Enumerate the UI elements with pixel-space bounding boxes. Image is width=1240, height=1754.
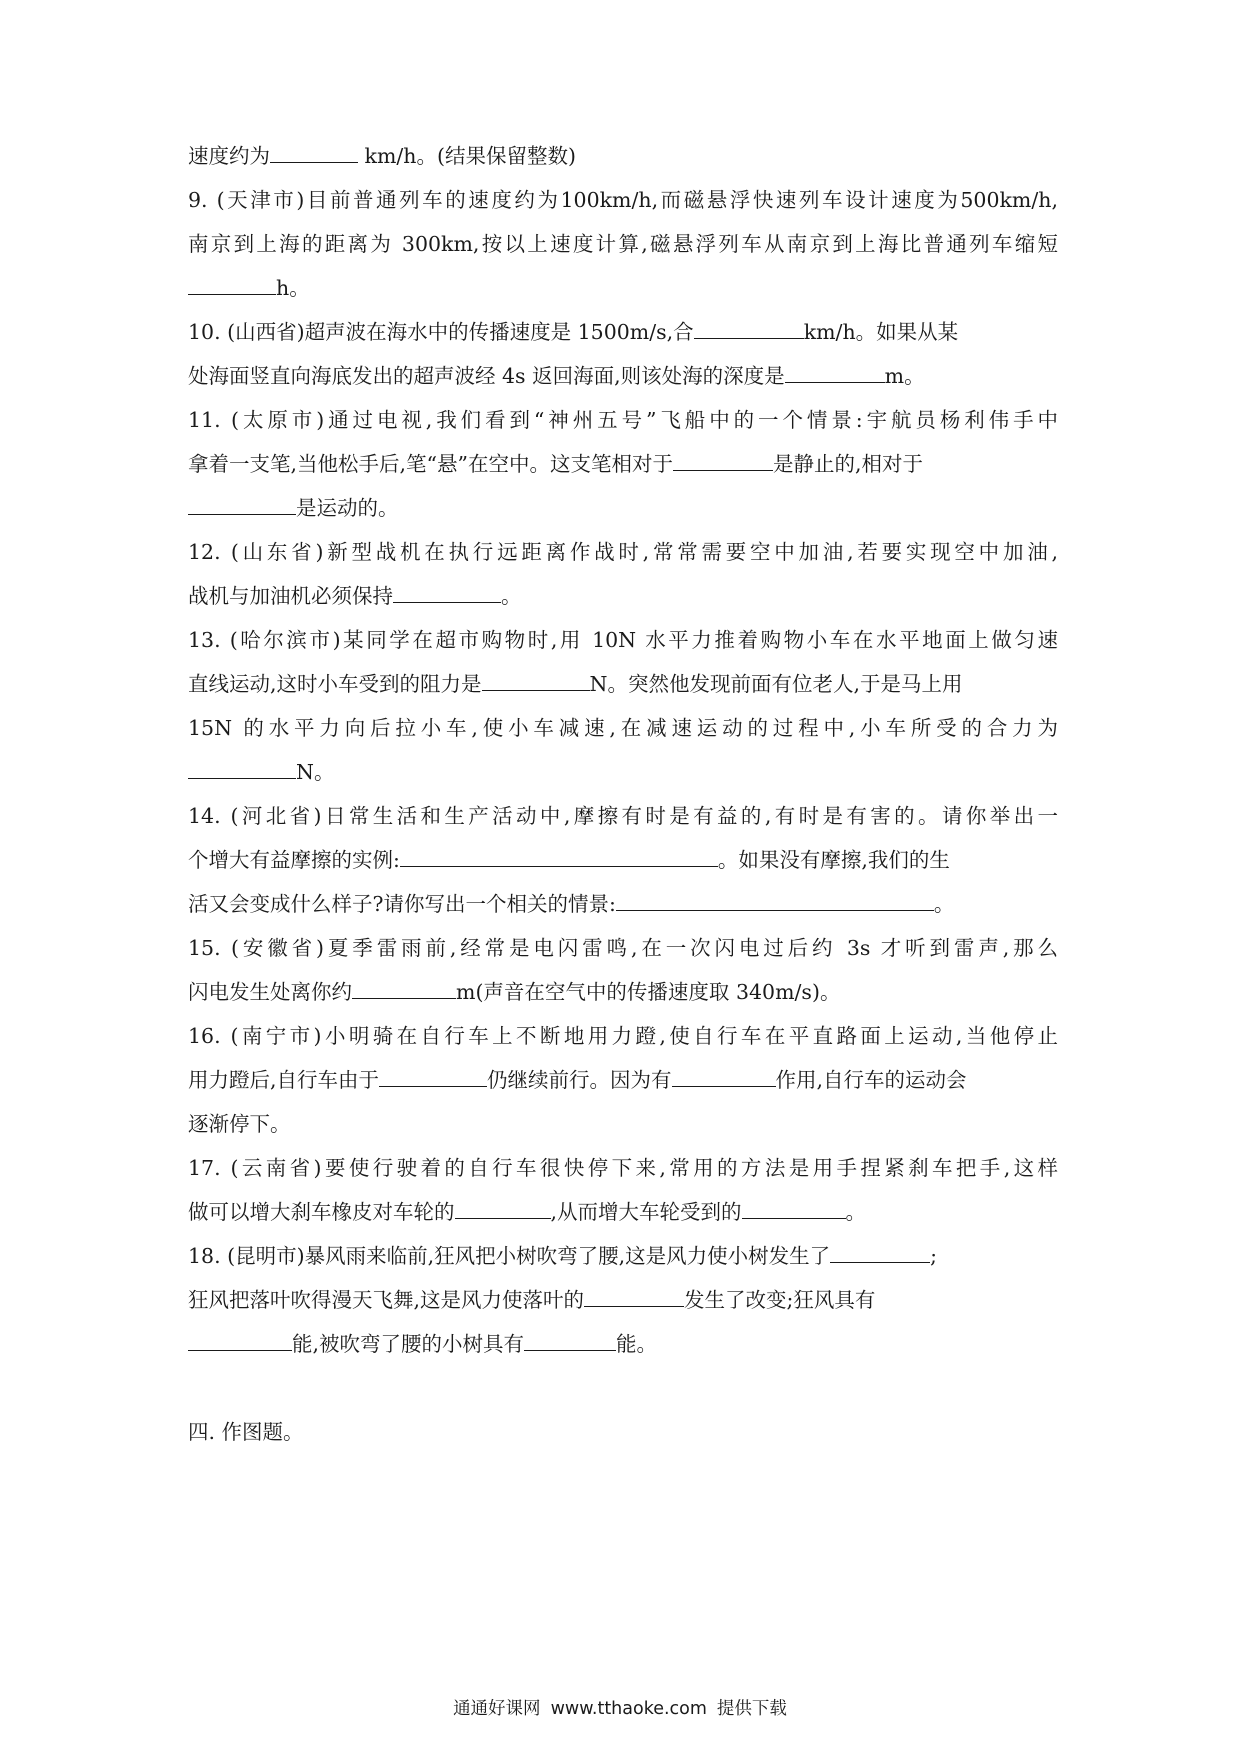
answer-blank[interactable] [379, 1066, 487, 1087]
q17-text-2: 做可以增大刹车橡皮对车轮的 [188, 1200, 455, 1224]
q18-text-2: ; [930, 1244, 938, 1268]
q12-line-2 [188, 581, 522, 611]
q14-line-3 [188, 889, 954, 919]
q13-text-3: N。突然他发现前面有位老人,于是马上用 [589, 672, 963, 696]
q13-text-5: N。 [296, 760, 335, 784]
q17-text-4: 。 [845, 1200, 867, 1224]
q12-text-2: 战机与加油机必须保持 [188, 584, 393, 608]
q10-line-2 [188, 361, 925, 391]
q13-text-1: 13. (哈尔滨市)某同学在超市购物时,用 10N 水平力推着购物小车在水平地面上做匀速 [188, 628, 1058, 652]
page-footer [0, 1697, 1240, 1721]
q13-text-4: 15N 的水平力向后拉小车,使小车减速,在减速运动的过程中,小车所受的合力为 [188, 716, 1058, 740]
q12-text-3: 。 [501, 584, 522, 608]
q9-text-3: h。 [276, 276, 310, 300]
q18-line-1 [188, 1241, 937, 1271]
footer-url[interactable]: www.tthaoke.com [550, 1699, 707, 1719]
answer-blank[interactable] [482, 670, 590, 691]
answer-blank[interactable] [455, 1198, 551, 1219]
q17-line-2 [188, 1197, 866, 1227]
q14-text-4: 活又会变成什么样子?请你写出一个相关的情景: [188, 892, 616, 916]
q16-text-4: 作用,自行车的运动会 [775, 1068, 967, 1092]
q14-text-5: 。 [933, 892, 955, 916]
answer-blank[interactable] [400, 846, 718, 867]
q15-text-2: 闪电发生处离你约 [188, 980, 352, 1004]
answer-blank[interactable] [188, 758, 296, 779]
q10-text-4: m。 [884, 364, 925, 388]
q16-line-2 [188, 1065, 967, 1095]
q15-line-2 [188, 977, 840, 1007]
exam-page [188, 0, 1058, 1754]
answer-blank[interactable] [393, 582, 501, 603]
answer-blank[interactable] [742, 1198, 846, 1219]
q13-line-3 [188, 713, 1058, 743]
answer-blank[interactable] [785, 362, 885, 383]
q15-text-1: 15. (安徽省)夏季雷雨前,经常是电闪雷鸣,在一次闪电过后约 3s 才听到雷声,那么 [188, 936, 1058, 960]
q11-line-3 [188, 493, 399, 523]
q16-line-3 [188, 1109, 291, 1139]
q13-line-1 [188, 625, 1058, 655]
section-heading [188, 1417, 304, 1447]
answer-blank[interactable] [524, 1330, 616, 1351]
q15-line-1 [188, 933, 1058, 963]
q11-text-4: 是运动的。 [296, 496, 399, 520]
footer-site-name: 通通好课网 [453, 1699, 541, 1719]
q18-text-5: 能,被吹弯了腰的小树具有 [292, 1332, 525, 1356]
answer-blank[interactable] [830, 1242, 930, 1263]
q14-line-2 [188, 845, 950, 875]
footer-suffix: 提供下载 [716, 1699, 787, 1719]
q17-line-1 [188, 1153, 1058, 1183]
q18-line-3 [188, 1329, 657, 1359]
q16-text-2: 用力蹬后,自行车由于 [188, 1068, 380, 1092]
q9-line-3 [188, 273, 310, 303]
q15-text-3: m(声音在空气中的传播速度取 340m/s)。 [456, 980, 841, 1004]
answer-blank[interactable] [673, 450, 773, 471]
q16-text-3: 仍继续前行。因为有 [487, 1068, 672, 1092]
answer-blank[interactable] [584, 1286, 684, 1307]
q14-text-3: 。如果没有摩擦,我们的生 [717, 848, 950, 872]
answer-blank[interactable] [352, 978, 456, 999]
q18-text-1: 18. (昆明市)暴风雨来临前,狂风把小树吹弯了腰,这是风力使小树发生了 [188, 1244, 831, 1268]
q16-line-1 [188, 1021, 1058, 1051]
q18-text-4: 发生了改变;狂风具有 [684, 1288, 876, 1312]
section-4-title: 四. 作图题。 [188, 1420, 304, 1444]
answer-blank[interactable] [672, 1066, 776, 1087]
answer-blank[interactable] [616, 890, 934, 911]
answer-blank[interactable] [694, 318, 804, 339]
answer-blank[interactable] [270, 142, 358, 163]
q18-line-2 [188, 1285, 875, 1315]
q9-line-1 [188, 185, 1058, 215]
q12-text-1: 12. (山东省)新型战机在执行远距离作战时,常常需要空中加油,若要实现空中加油, [188, 540, 1058, 564]
q11-line-1 [188, 405, 1058, 435]
q11-text-1: 11. (太原市)通过电视,我们看到“神州五号”飞船中的一个情景:宇航员杨利伟手中 [188, 408, 1058, 432]
q17-text-1: 17. (云南省)要使行驶着的自行车很快停下来,常用的方法是用手捏紧刹车把手,这样 [188, 1156, 1058, 1180]
q16-text-5: 逐渐停下。 [188, 1112, 291, 1136]
q13-text-2: 直线运动,这时小车受到的阻力是 [188, 672, 482, 696]
q10-text-3: 处海面竖直向海底发出的超声波经 4s 返回海面,则该处海的深度是 [188, 364, 785, 388]
q14-text-1: 14. (河北省)日常生活和生产活动中,摩擦有时是有益的,有时是有害的。请你举出一 [188, 804, 1058, 828]
q17-text-3: ,从而增大车轮受到的 [550, 1200, 742, 1224]
q14-text-2: 个增大有益摩擦的实例: [188, 848, 400, 872]
answer-blank[interactable] [188, 494, 296, 515]
q12-line-1 [188, 537, 1058, 567]
q8-unit-text: km/h。(结果保留整数) [358, 144, 576, 168]
q13-line-4 [188, 757, 334, 787]
q16-text-1: 16. (南宁市)小明骑在自行车上不断地用力蹬,使自行车在平直路面上运动,当他停止 [188, 1024, 1058, 1048]
q8-text: 速度约为 [188, 144, 270, 168]
q18-text-6: 能。 [616, 1332, 658, 1356]
q8-line [188, 141, 576, 171]
answer-blank[interactable] [188, 274, 276, 295]
q10-line-1 [188, 317, 958, 347]
q9-text-1: 9. (天津市)目前普通列车的速度约为100km/h,而磁悬浮快速列车设计速度为500km/h, [188, 188, 1058, 212]
q14-line-1 [188, 801, 1058, 831]
q10-text-2: km/h。如果从某 [803, 320, 959, 344]
q10-text-1: 10. (山西省)超声波在海水中的传播速度是 1500m/s,合 [188, 320, 694, 344]
q11-text-2: 拿着一支笔,当他松手后,笔“悬”在空中。这支笔相对于 [188, 452, 673, 476]
q18-text-3: 狂风把落叶吹得漫天飞舞,这是风力使落叶的 [188, 1288, 585, 1312]
q11-text-3: 是静止的,相对于 [773, 452, 924, 476]
q11-line-2 [188, 449, 923, 479]
q9-text-2: 南京到上海的距离为 300km,按以上速度计算,磁悬浮列车从南京到上海比普通列车缩短 [188, 232, 1058, 256]
q9-line-2 [188, 229, 1058, 259]
answer-blank[interactable] [188, 1330, 292, 1351]
q13-line-2 [188, 669, 962, 699]
